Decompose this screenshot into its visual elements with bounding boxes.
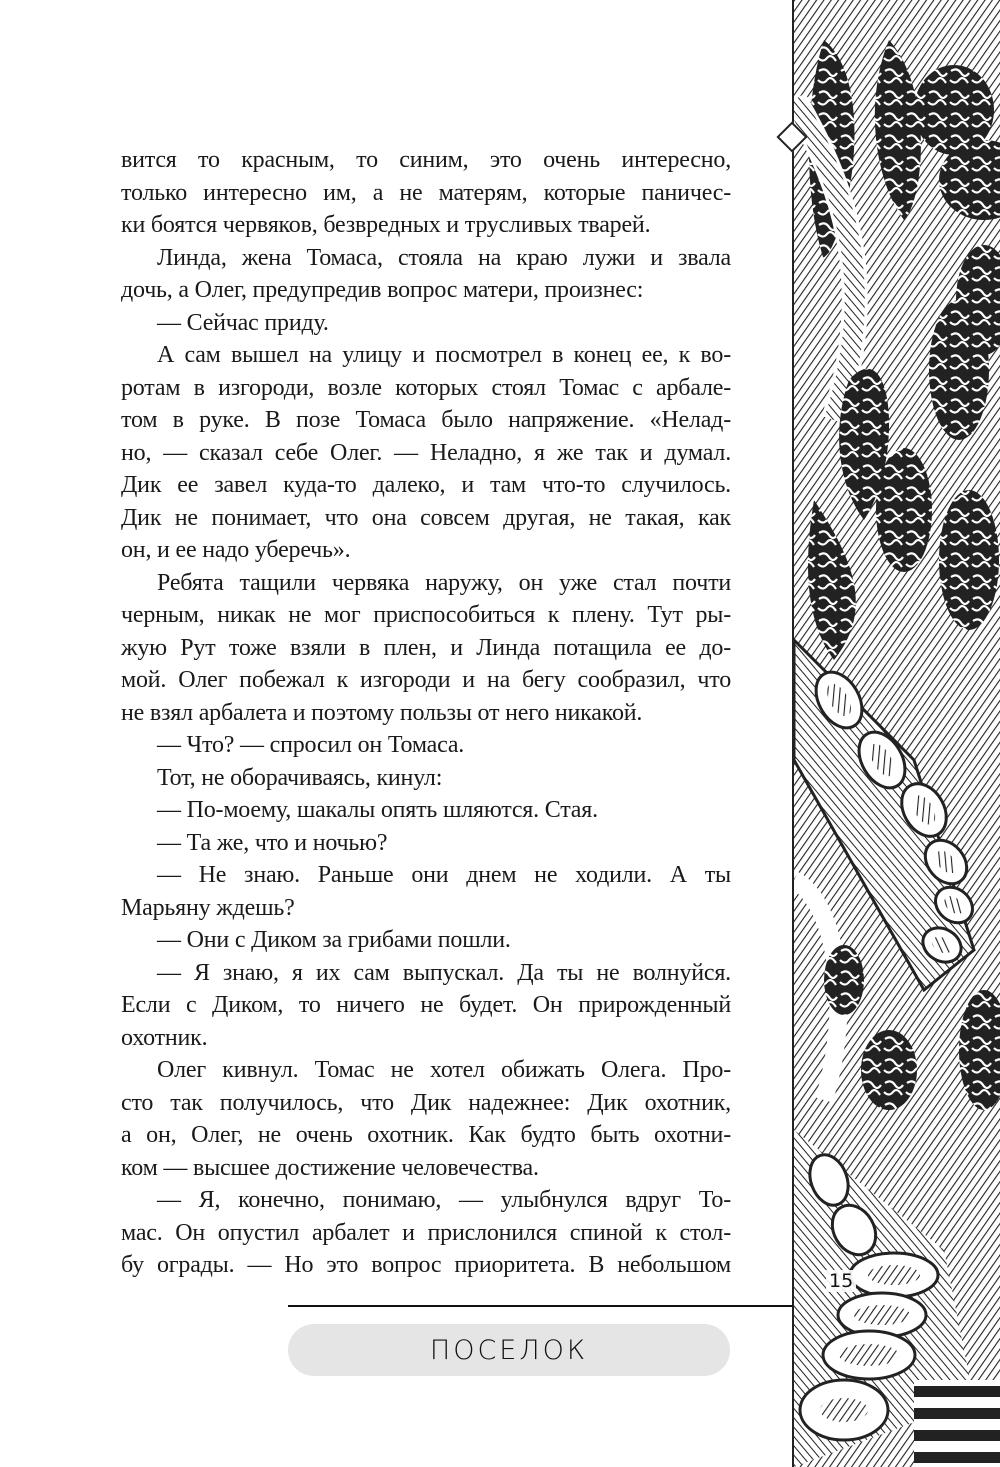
text-line: — Они с Диком за грибами пошли. [157, 927, 511, 953]
text-line: — Та же, что и ночью? [157, 829, 388, 856]
text-line: сто так получилось, что Дик надежнее: Дик охотник, [121, 1089, 731, 1116]
text-line: только интересно им, а не матерям, которые паничес- [121, 179, 731, 206]
text-line: Линда, жена Томаса, стояла на краю лужи и звала [157, 244, 731, 271]
text-line: Марьяну ждешь? [121, 894, 295, 921]
text-line: вится то красным, то синим, это очень интересно, [121, 147, 731, 173]
text-line: ки боятся червяков, безвредных и трусливых тварей. [121, 212, 651, 238]
text-line: дочь, а Олег, предупредив вопрос матери, произнес: [121, 277, 644, 303]
text-line: — Я знаю, я их сам выпускал. Да ты не волнуйся. [157, 959, 731, 986]
text-line: черным, никак не мог приспособиться к плену. Тут ры- [121, 602, 731, 628]
text-line: Дик ее завел куда-то далеко, и там что-то случилось. [121, 472, 731, 498]
text-line: Ребята тащили червяка наружу, он уже стал почти [157, 569, 731, 596]
text-line: — Я, конечно, понимаю, — улыбнулся вдруг То- [157, 1187, 731, 1213]
text-line: том в руке. В позе Томаса было напряжение. «Нелад- [121, 407, 731, 433]
text-line: Тот, не оборачиваясь, кинул: [157, 764, 443, 791]
text-line: жую Рут тоже взяли в плен, и Линда потащила ее до- [121, 634, 731, 661]
text-line: бу ограды. — Но это вопрос приоритета. В небольшом [121, 1252, 731, 1278]
text-line: а он, Олег, не очень охотник. Как будто быть охотни- [121, 1122, 731, 1148]
text-line: он, и ее надо уберечь». [121, 537, 351, 563]
body-text [121, 144, 731, 1282]
text-line: охотник. [121, 1024, 208, 1051]
text-line: Олег кивнул. Томас не хотел обижать Олега. Про- [157, 1057, 731, 1083]
running-footer-title: ПОСЕЛОК [429, 1334, 589, 1366]
ornamental-tentacle-icon [794, 0, 1000, 1467]
ornamental-illustration-panel [792, 0, 1000, 1467]
text-line: — Сейчас приду. [157, 309, 329, 336]
text-line: Если с Диком, то ничего не будет. Он прирожденный [121, 992, 731, 1018]
page-number: 15 [826, 1270, 856, 1292]
text-line: но, — сказал себе Олег. — Неладно, я же так и думал. [121, 439, 731, 466]
footer-rule [288, 1305, 793, 1307]
text-line: ком — высшее достижение человечества. [121, 1154, 539, 1181]
text-line: Дик не понимает, что она совсем другая, не такая, как [121, 504, 731, 531]
text-line: А сам вышел на улицу и посмотрел в конец ее, к во- [157, 342, 731, 368]
running-footer [288, 1324, 730, 1376]
text-line: не взял арбалета и поэтому пользы от него никакой. [121, 699, 643, 726]
text-line: ротам в изгороди, возле которых стоял Томас с арбале- [121, 374, 731, 401]
text-line: — По-моему, шакалы опять шляются. Стая. [157, 797, 598, 823]
text-line: мой. Олег побежал к изгороди и на бегу сообразил, что [121, 667, 731, 693]
text-line: — Не знаю. Раньше они днем не ходили. А ты [157, 862, 731, 888]
text-line: — Что? — спросил он Томаса. [157, 732, 465, 758]
text-line: мас. Он опустил арбалет и прислонился спиной к стол- [121, 1219, 731, 1246]
